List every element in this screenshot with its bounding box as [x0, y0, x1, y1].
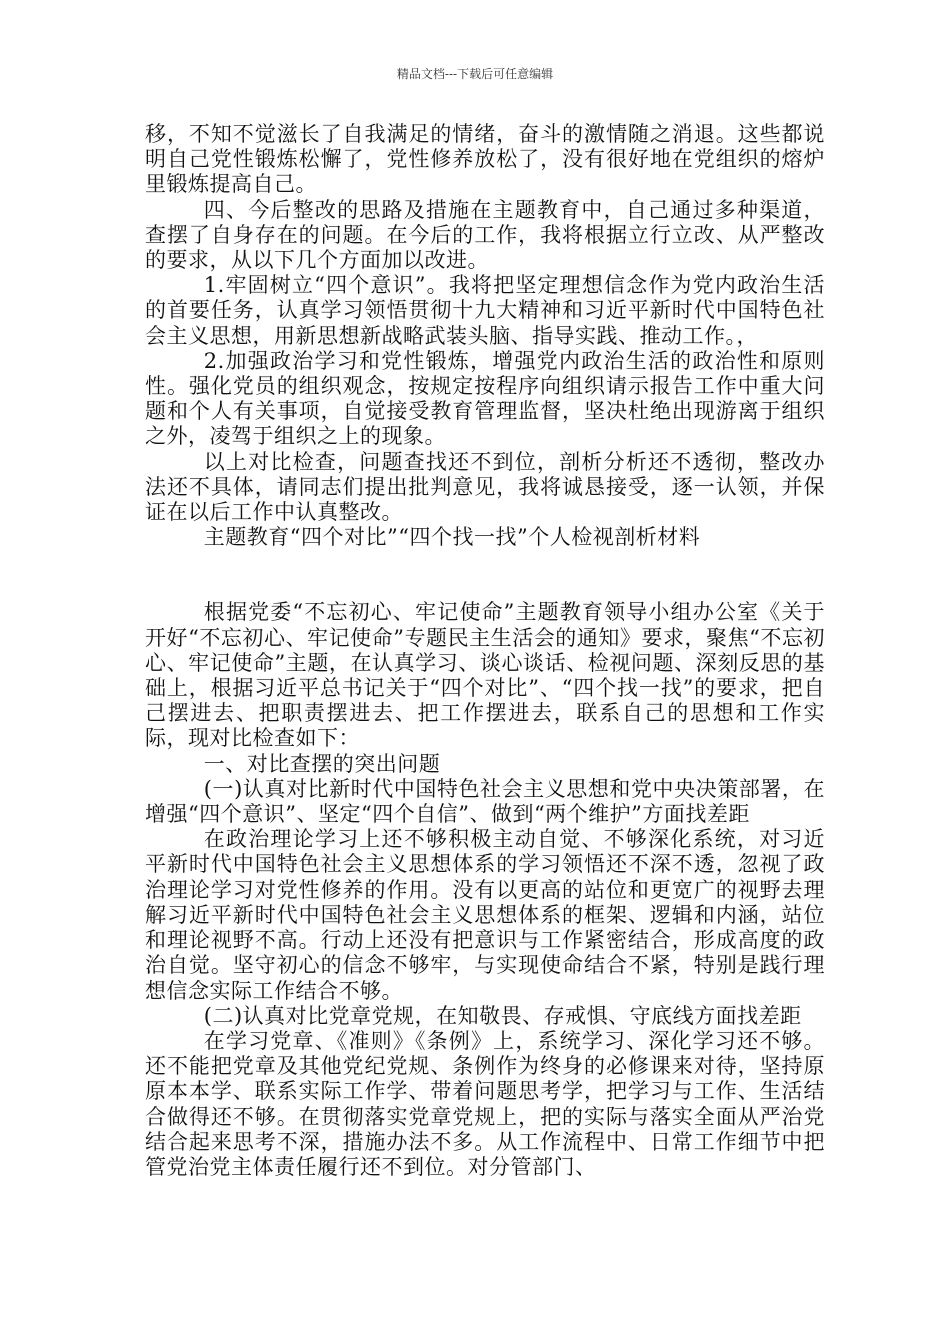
paragraph-item-2: 2.加强政治学习和党性锻炼，增强党内政治生活的政治性和原则性。强化党员的组织观念，按规定按程序向组织请示报告工作中重大问题和个人有关事项，自觉接受教育管理监督，坚决杜绝出现游离于组织之外，凌驾于组织之上的现象。: [145, 348, 825, 449]
paragraph-section-four: 四、今后整改的思路及措施在主题教育中，自己通过多种渠道，查摆了自身存在的问题。在今后的工作，我将根据立行立改、从严整改的要求，从以下几个方面加以改进。: [145, 197, 825, 273]
subsection-heading-1: (一)认真对比新时代中国特色社会主义思想和党中央决策部署，在增强“四个意识”、坚定“四个自信”、做到“两个维护”方面找差距: [145, 776, 825, 827]
paragraph-continuation: 移，不知不觉滋长了自我满足的情绪，奋斗的激情随之消退。这些都说明自己党性锻炼松懈了，党性修养放松了，没有很好地在党组织的熔炉里锻炼提高自己。: [145, 122, 825, 197]
subsection-heading-2: (二)认真对比党章党规，在知敬畏、存戒惧、守底线方面找差距: [203, 1003, 802, 1028]
section-heading-one: 一、对比查摆的突出问题: [203, 751, 441, 776]
paragraph-conclusion: 以上对比检查，问题查找还不到位，剖析分析还不透彻，整改办法还不具体，请同志们提出批判意见，我将诚恳接受，逐一认领，并保证在以后工作中认真整改。: [145, 449, 825, 525]
paragraph-item-1: 1.牢固树立“四个意识”。我将把坚定理想信念作为党内政治生活的首要任务，认真学习领悟贯彻十九大精神和习近平新时代中国特色社会主义思想，用新思想新战略武装头脑、指导实践、推动工作。，: [145, 273, 825, 348]
paragraph-intro: 根据党委“不忘初心、牢记使命”主题教育领导小组办公室《关于开好“不忘初心、牢记使命”专题民主生活会的通知》要求，聚焦“不忘初心、牢记使命”主题，在认真学习、谈心谈话、检视问题、深刻反思的基础上，根据习近平总书记关于“四个对比”、“四个找一找”的要求，把自己摆进去、把职责摆进去、把工作摆进去，联系自己的思想和工作实际，现对比检查如下：: [145, 600, 825, 751]
blank-spacer: [145, 550, 825, 600]
page-header: 精品文档---下载后可任意编辑: [396, 67, 554, 81]
document-body: [145, 122, 825, 1180]
paragraph-theory-study: 在政治理论学习上还不够积极主动自觉、不够深化系统，对习近平新时代中国特色社会主义思想体系的学习领悟还不深不透，忽视了政治理论学习对党性修养的作用。没有以更高的站位和更宽广的视野去理解习近平新时代中国特色社会主义思想体系的框架、逻辑和内涵，站位和理论视野不高。行动上还没有把意识与工作紧密结合，形成高度的政治自觉。坚守初心的信念不够牢，与实现使命结合不紧，特别是践行理想信念实际工作结合不够。: [145, 827, 825, 1003]
document-title: 主题教育“四个对比”“四个找一找”个人检视剖析材料: [203, 525, 701, 550]
paragraph-party-rules: 在学习党章、《准则》《条例》上，系统学习、深化学习还不够。还不能把党章及其他党纪党规、条例作为终身的必修课来对待，坚持原原本本学、联系实际工作学、带着问题思考学，把学习与工作、生活结合做得还不够。在贯彻落实党章党规上，把的实际与落实全面从严治党结合起来思考不深，措施办法不多。从工作流程中、日常工作细节中把管党治党主体责任履行还不到位。对分管部门、: [145, 1028, 825, 1179]
